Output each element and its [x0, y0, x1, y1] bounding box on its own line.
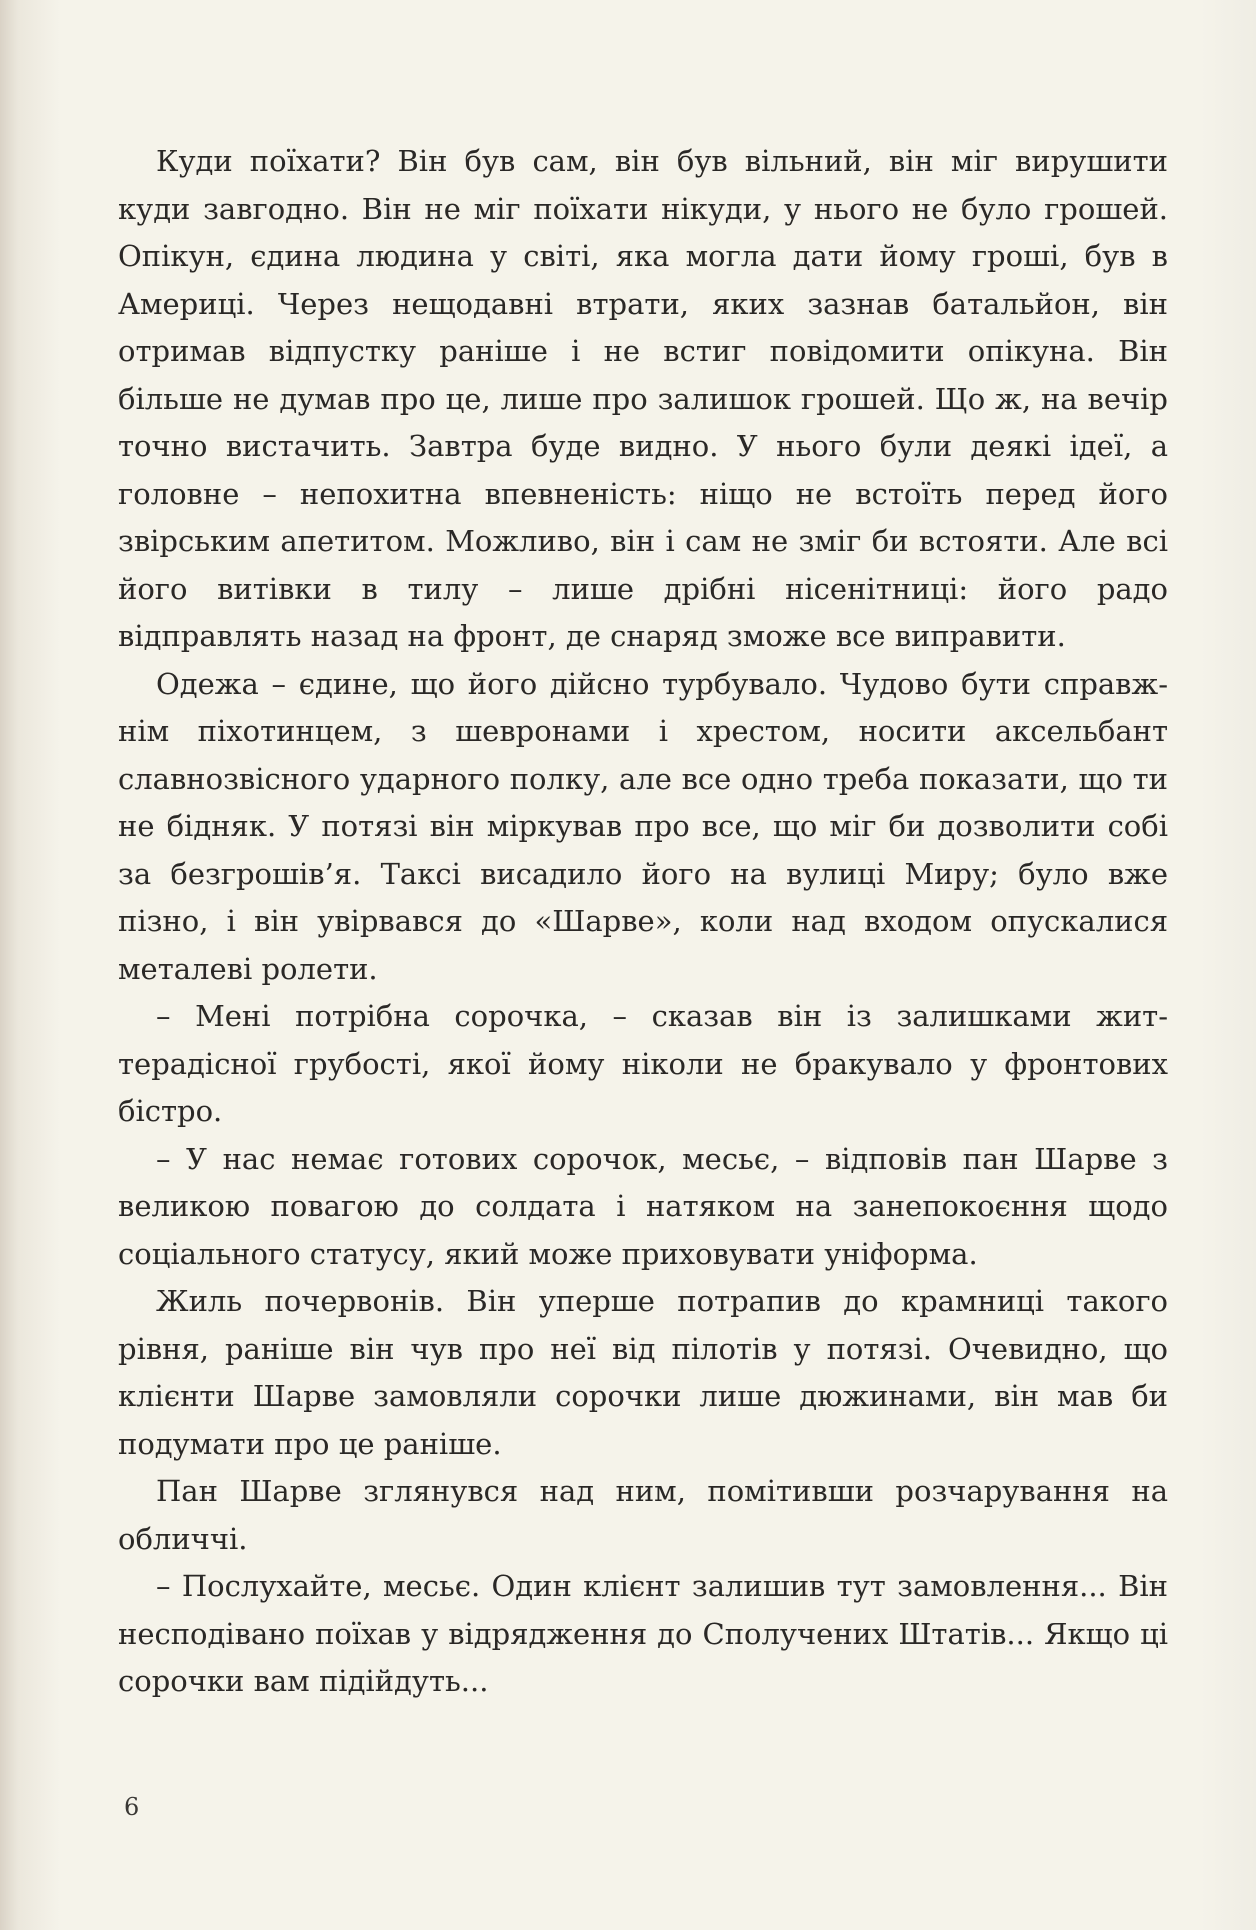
paragraph: Жиль почервонів. Він уперше потрапив до крамниці такого рівня, раніше він чув про неї від пілотів у потязі. Очевидно, що клієнти Шарве замовляли сорочки лише дюжинами, він мав би подумати про це раніше.	[118, 1284, 1168, 1461]
body-text	[118, 138, 1168, 1706]
paragraph: Пан Шарве зглянувся над ним, помітивши розчарування на обличчі.	[118, 1474, 1168, 1556]
paragraph: – Мені потрібна сорочка, – сказав він із залишками життерадісної грубості, якої йому ніколи не бракувало у фронтових бістро.	[118, 999, 1168, 1128]
paragraph: Куди поїхати? Він був сам, він був вільний, він міг вирушити куди завгодно. Він не міг поїхати нікуди, у нього не було грошей. Опікун, єдина людина у світі, яка могла дати йому гроші, був в Америці. Через нещодавні втрати, яких зазнав батальйон, він отримав відпустку раніше і не встиг повідомити опікуна. Він більше не думав про це, лише про залишок грошей. Що ж, на вечір точно вистачить. Завтра буде видно. У нього були деякі ідеї, а головне – непохитна впевненість: ніщо не встоїть перед його звірським апетитом. Можливо, він і сам не зміг би встояти. Але всі його витівки в тилу – лише дрібні нісенітниці: його радо відправлять назад на фронт, де снаряд зможе все виправити.	[118, 144, 1168, 653]
paragraph: Одежа – єдине, що його дійсно турбувало. Чудово бути справжнім піхотинцем, з шевронами і хрестом, носити аксельбант славнозвісного ударного полку, але все одно треба показати, що ти не бідняк. У потязі він міркував про все, що міг би дозволити собі за безгрошів’я. Таксі висадило його на вулиці Миру; було вже пізно, і він увірвався до «Шарве», коли над входом опускалися металеві ролети.	[118, 666, 1168, 986]
page-number: 6	[124, 1793, 140, 1821]
paragraph: – У нас немає готових сорочок, месьє, – відповів пан Шарве з великою повагою до солдата і натяком на занепокоєння щодо соціального статусу, який може приховувати уніформа.	[118, 1141, 1168, 1271]
paragraph: – Послухайте, месьє. Один клієнт залишив тут замовлення... Він несподівано поїхав у відрядження до Сполучених Штатів... Якщо ці сорочки вам підійдуть...	[118, 1569, 1168, 1698]
